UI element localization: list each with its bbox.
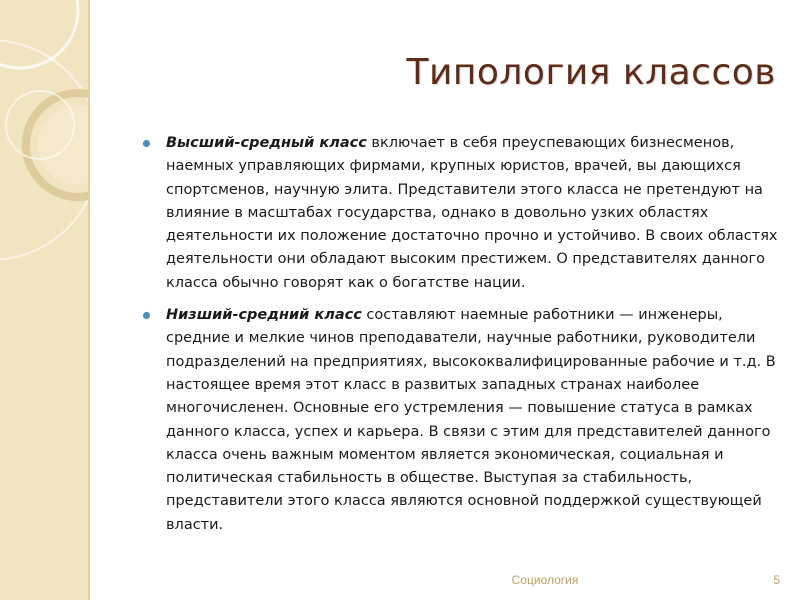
bullet-text: включает в себя преуспевающих бизнесменов, наемных управляющих фирмами, крупных юристов, врачей, вы дающихся спортсменов, научную элита. Представители этого класса не претендуют на влияние в масштабах государства, однако в довольно узких областях деятельности их положение достаточно прочно и устойчиво. В своих областях деятельности они обладают высоким престижем. О представителях данного класса обычно говорят как о богатстве нации. [166, 135, 778, 291]
bullet-term: Низший-средний класс [166, 307, 362, 324]
slide-content [140, 132, 780, 546]
slide-title: Типология классов [406, 52, 776, 93]
bullet-icon [142, 311, 151, 320]
bullet-icon [142, 139, 151, 148]
bullet-term: Высший-средный класс [166, 135, 367, 151]
bullet-item-lower-middle-class [140, 304, 780, 537]
decorative-side-panel [0, 0, 88, 600]
footer-label: Социология [511, 573, 579, 587]
decorative-circles-icon [0, 0, 88, 600]
footer-page-number: 5 [773, 573, 780, 587]
bullet-text: составляют наемные работники — инженеры, средние и мелкие чинов преподаватели, научные работники, руководители подразделений на предприятиях, высококвалифицированные рабочие и т.д. В настоящее время этот класс в развитых западных странах наиболее многочисленен. Основные его устремления — повышение статуса в рамках данного класса, успех и карьера. В связи с этим для представителей данного класса очень важным моментом является экономическая, социальная и политическая стабильность в обществе. Выступая за стабильность, представители этого класса являются основной поддержкой существующей власти. [166, 307, 776, 533]
bullet-item-upper-middle-class [140, 132, 780, 295]
side-panel-edge [88, 0, 90, 600]
